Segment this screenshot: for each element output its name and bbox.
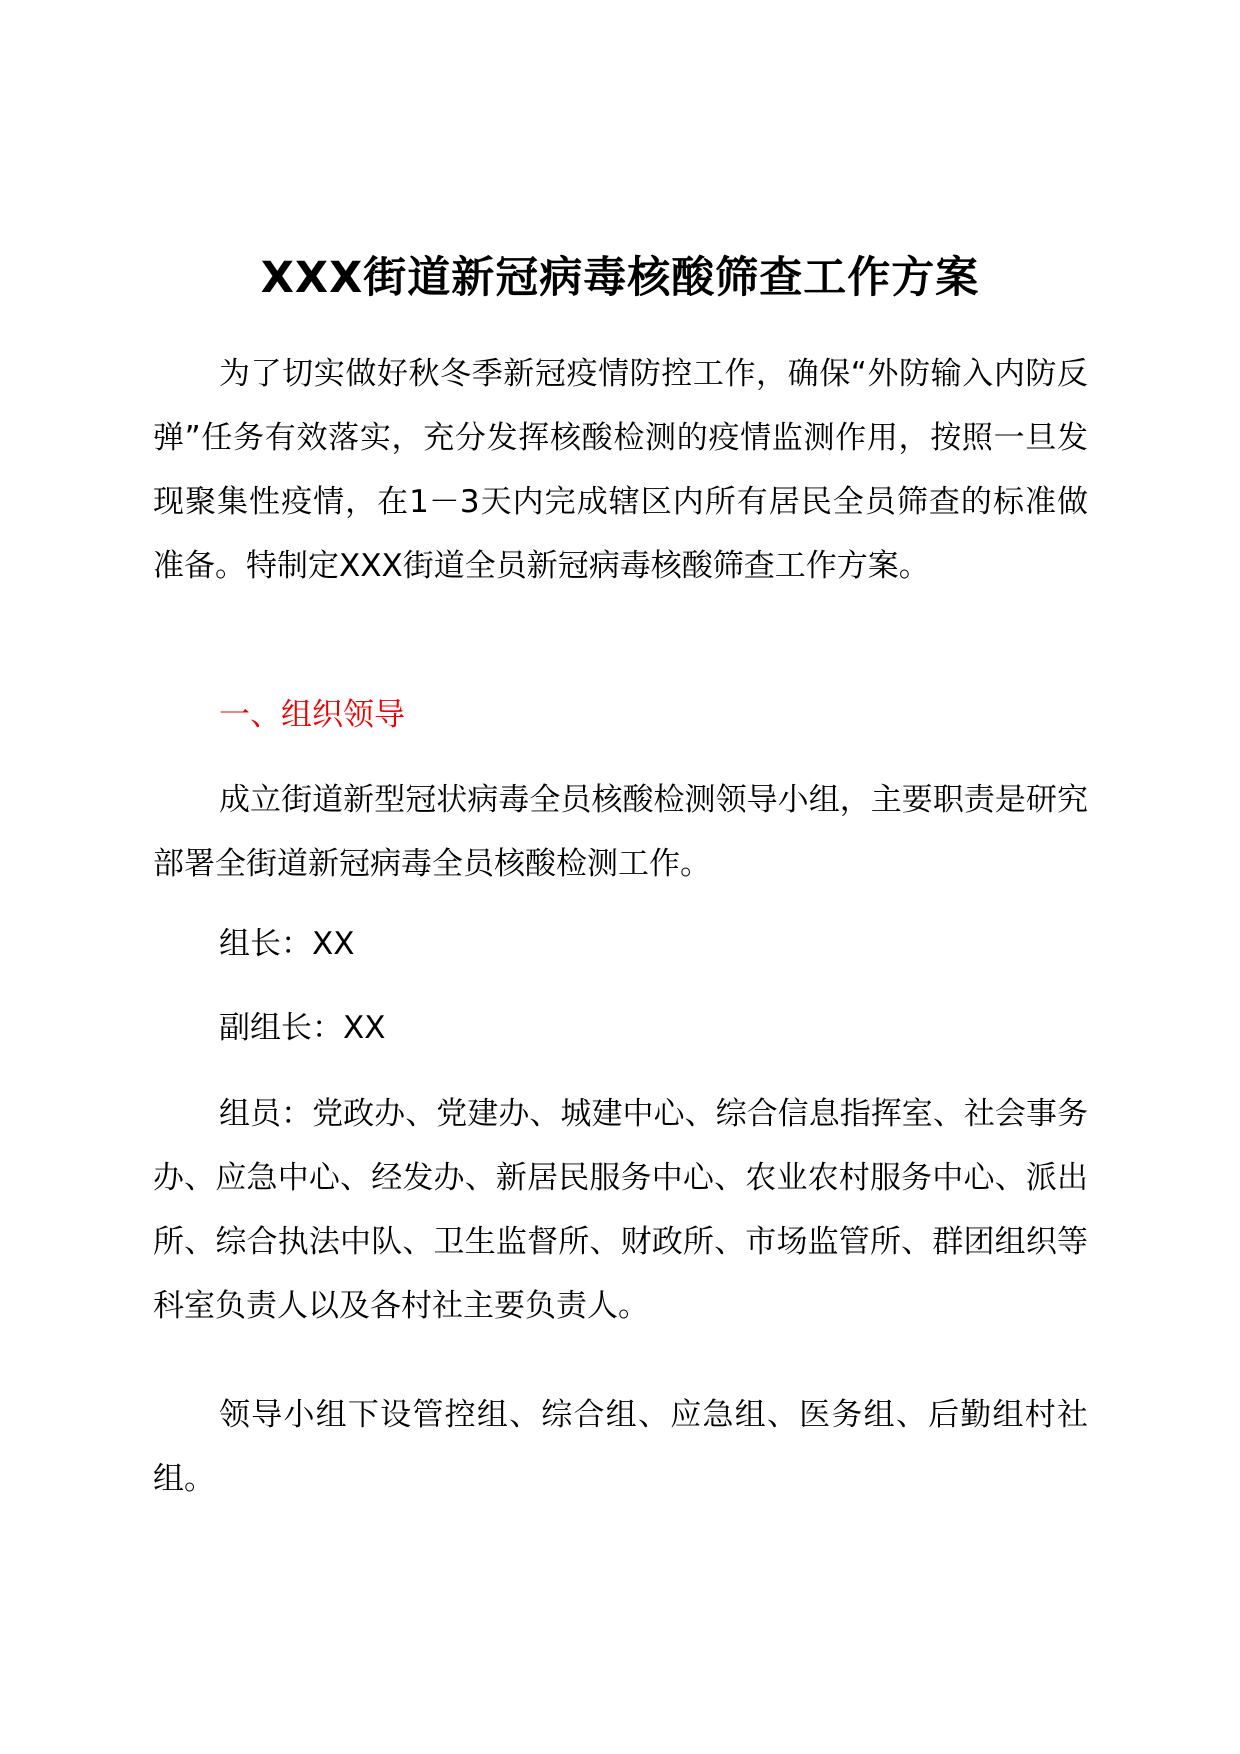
subgroups-paragraph: 领导小组下设管控组、综合组、应急组、医务组、后勤组村社组。 — [153, 1397, 1088, 1497]
group-leader-line: 组长：XX — [219, 926, 355, 962]
members-paragraph: 组员：党政办、党建办、城建中心、综合信息指挥室、社会事务办、应急中心、经发办、新居民服务中心、农业农村服务中心、派出所、综合执法中队、卫生监督所、财政所、市场监管所、群团组织等科室负责人以及各村社主要负责人。 — [153, 1096, 1088, 1324]
document-title: XXX街道新冠病毒核酸筛查工作方案 — [260, 253, 980, 303]
leadership-paragraph: 成立街道新型冠状病毒全员核酸检测领导小组，主要职责是研究部署全街道新冠病毒全员核酸检测工作。 — [153, 782, 1088, 882]
section-heading-organization: 一、组织领导 — [219, 697, 405, 733]
deputy-leader-line: 副组长：XX — [219, 1010, 386, 1046]
intro-paragraph: 为了切实做好秋冬季新冠疫情防控工作，确保“外防输入内防反弹”任务有效落实，充分发挥核酸检测的疫情监测作用，按照一旦发现聚集性疫情，在1－3天内完成辖区内所有居民全员筛查的标准做准备。特制定XXX街道全员新冠病毒核酸筛查工作方案。 — [153, 356, 1088, 584]
